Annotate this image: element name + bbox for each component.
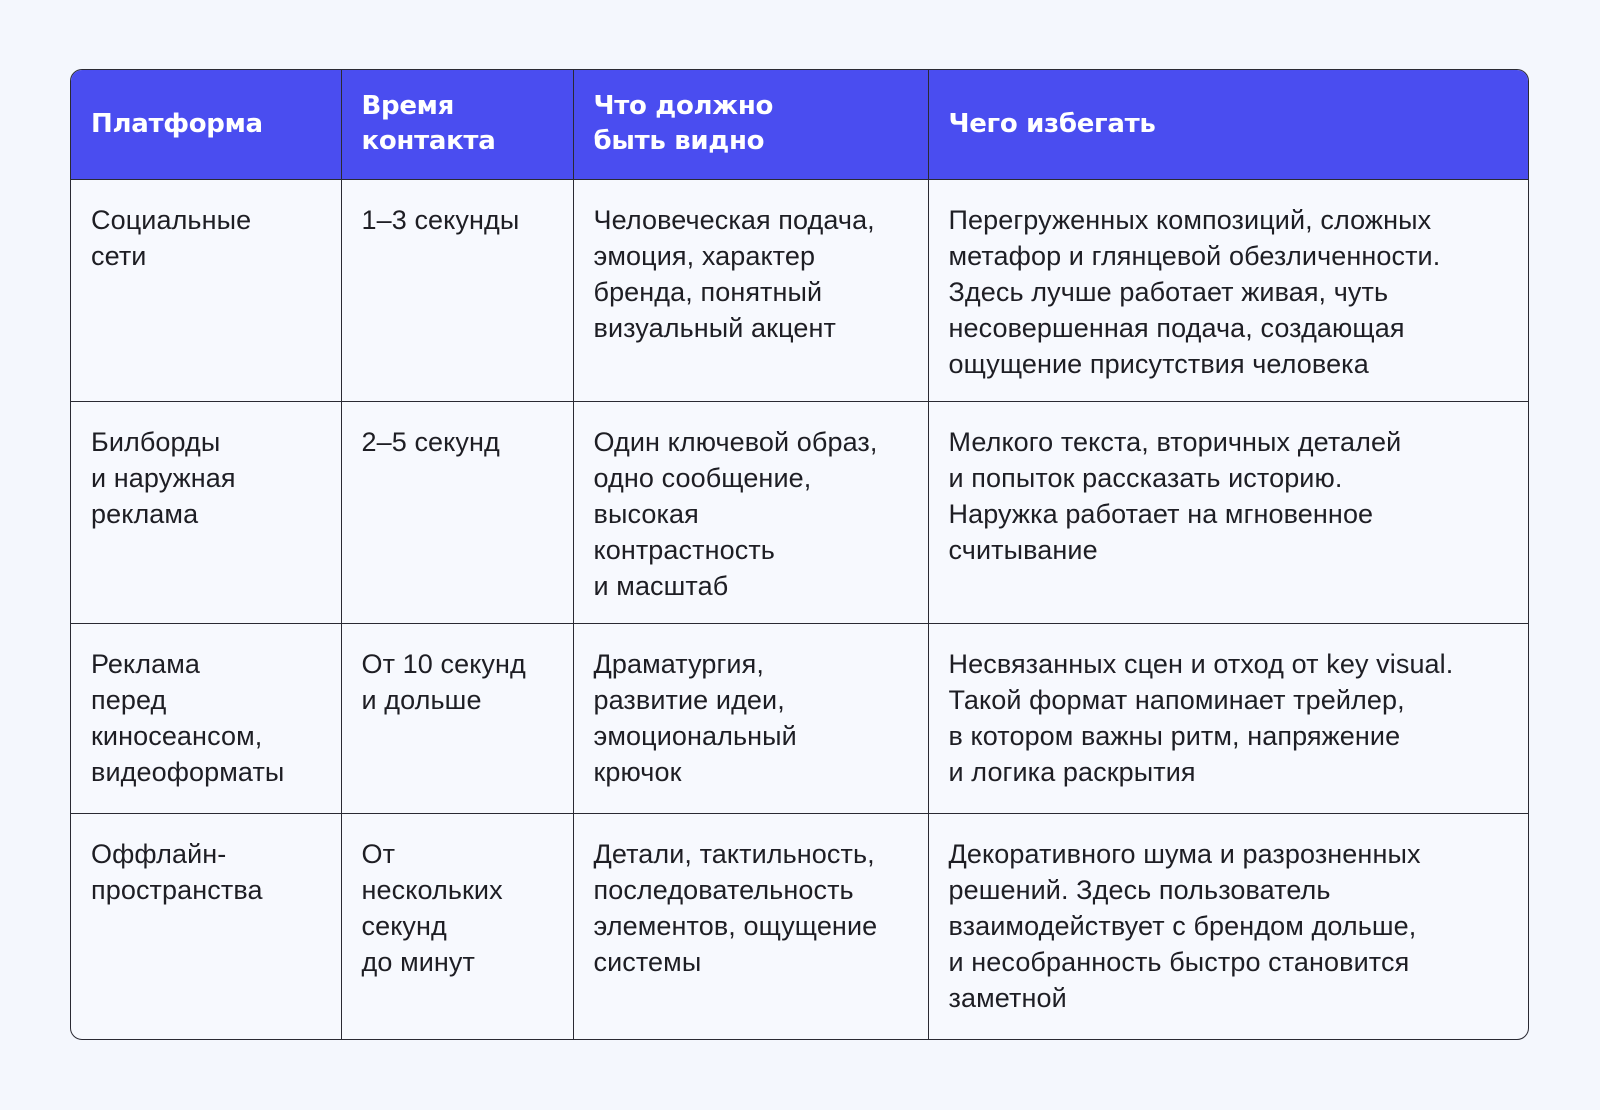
header-what-avoid: Чего избегать bbox=[928, 70, 1528, 179]
cell-visible: Детали, тактильность, последовательность элементов, ощущение системы bbox=[573, 813, 928, 1039]
cell-time: От нескольких секунд до минут bbox=[341, 813, 573, 1039]
cell-avoid: Перегруженных композиций, сложных метафор и глянцевой обезличенности. Здесь лучше работает живая, чуть несовершенная подача, создающая ощущение присутствия человека bbox=[928, 179, 1528, 401]
cell-time: 1–3 секунды bbox=[341, 179, 573, 401]
table-row bbox=[71, 813, 1528, 1039]
cell-time: От 10 секунд и дольше bbox=[341, 623, 573, 813]
cell-platform: Реклама перед киносеансом, видеоформаты bbox=[71, 623, 341, 813]
cell-time: 2–5 секунд bbox=[341, 401, 573, 623]
header-platform: Платформа bbox=[71, 70, 341, 179]
comparison-table bbox=[70, 69, 1529, 1040]
cell-visible: Человеческая подача, эмоция, характер бренда, понятный визуальный акцент bbox=[573, 179, 928, 401]
table-row bbox=[71, 179, 1528, 401]
cell-avoid: Декоративного шума и разрозненных решений. Здесь пользователь взаимодействует с брендом дольше, и несобранность быстро становится заметной bbox=[928, 813, 1528, 1039]
header-row bbox=[71, 70, 1528, 179]
cell-platform: Билборды и наружная реклама bbox=[71, 401, 341, 623]
table-row bbox=[71, 401, 1528, 623]
platform-table bbox=[71, 70, 1528, 1039]
cell-platform: Оффлайн- пространства bbox=[71, 813, 341, 1039]
cell-visible: Один ключевой образ, одно сообщение, высокая контрастность и масштаб bbox=[573, 401, 928, 623]
header-what-visible: Что должно быть видно bbox=[573, 70, 928, 179]
table-header bbox=[71, 70, 1528, 179]
table-body bbox=[71, 179, 1528, 1039]
cell-platform: Социальные сети bbox=[71, 179, 341, 401]
header-contact-time: Время контакта bbox=[341, 70, 573, 179]
cell-visible: Драматургия, развитие идеи, эмоциональный крючок bbox=[573, 623, 928, 813]
cell-avoid: Мелкого текста, вторичных деталей и попыток рассказать историю. Наружка работает на мгновенное считывание bbox=[928, 401, 1528, 623]
cell-avoid: Несвязанных сцен и отход от key visual. Такой формат напоминает трейлер, в котором важны ритм, напряжение и логика раскрытия bbox=[928, 623, 1528, 813]
table-row bbox=[71, 623, 1528, 813]
